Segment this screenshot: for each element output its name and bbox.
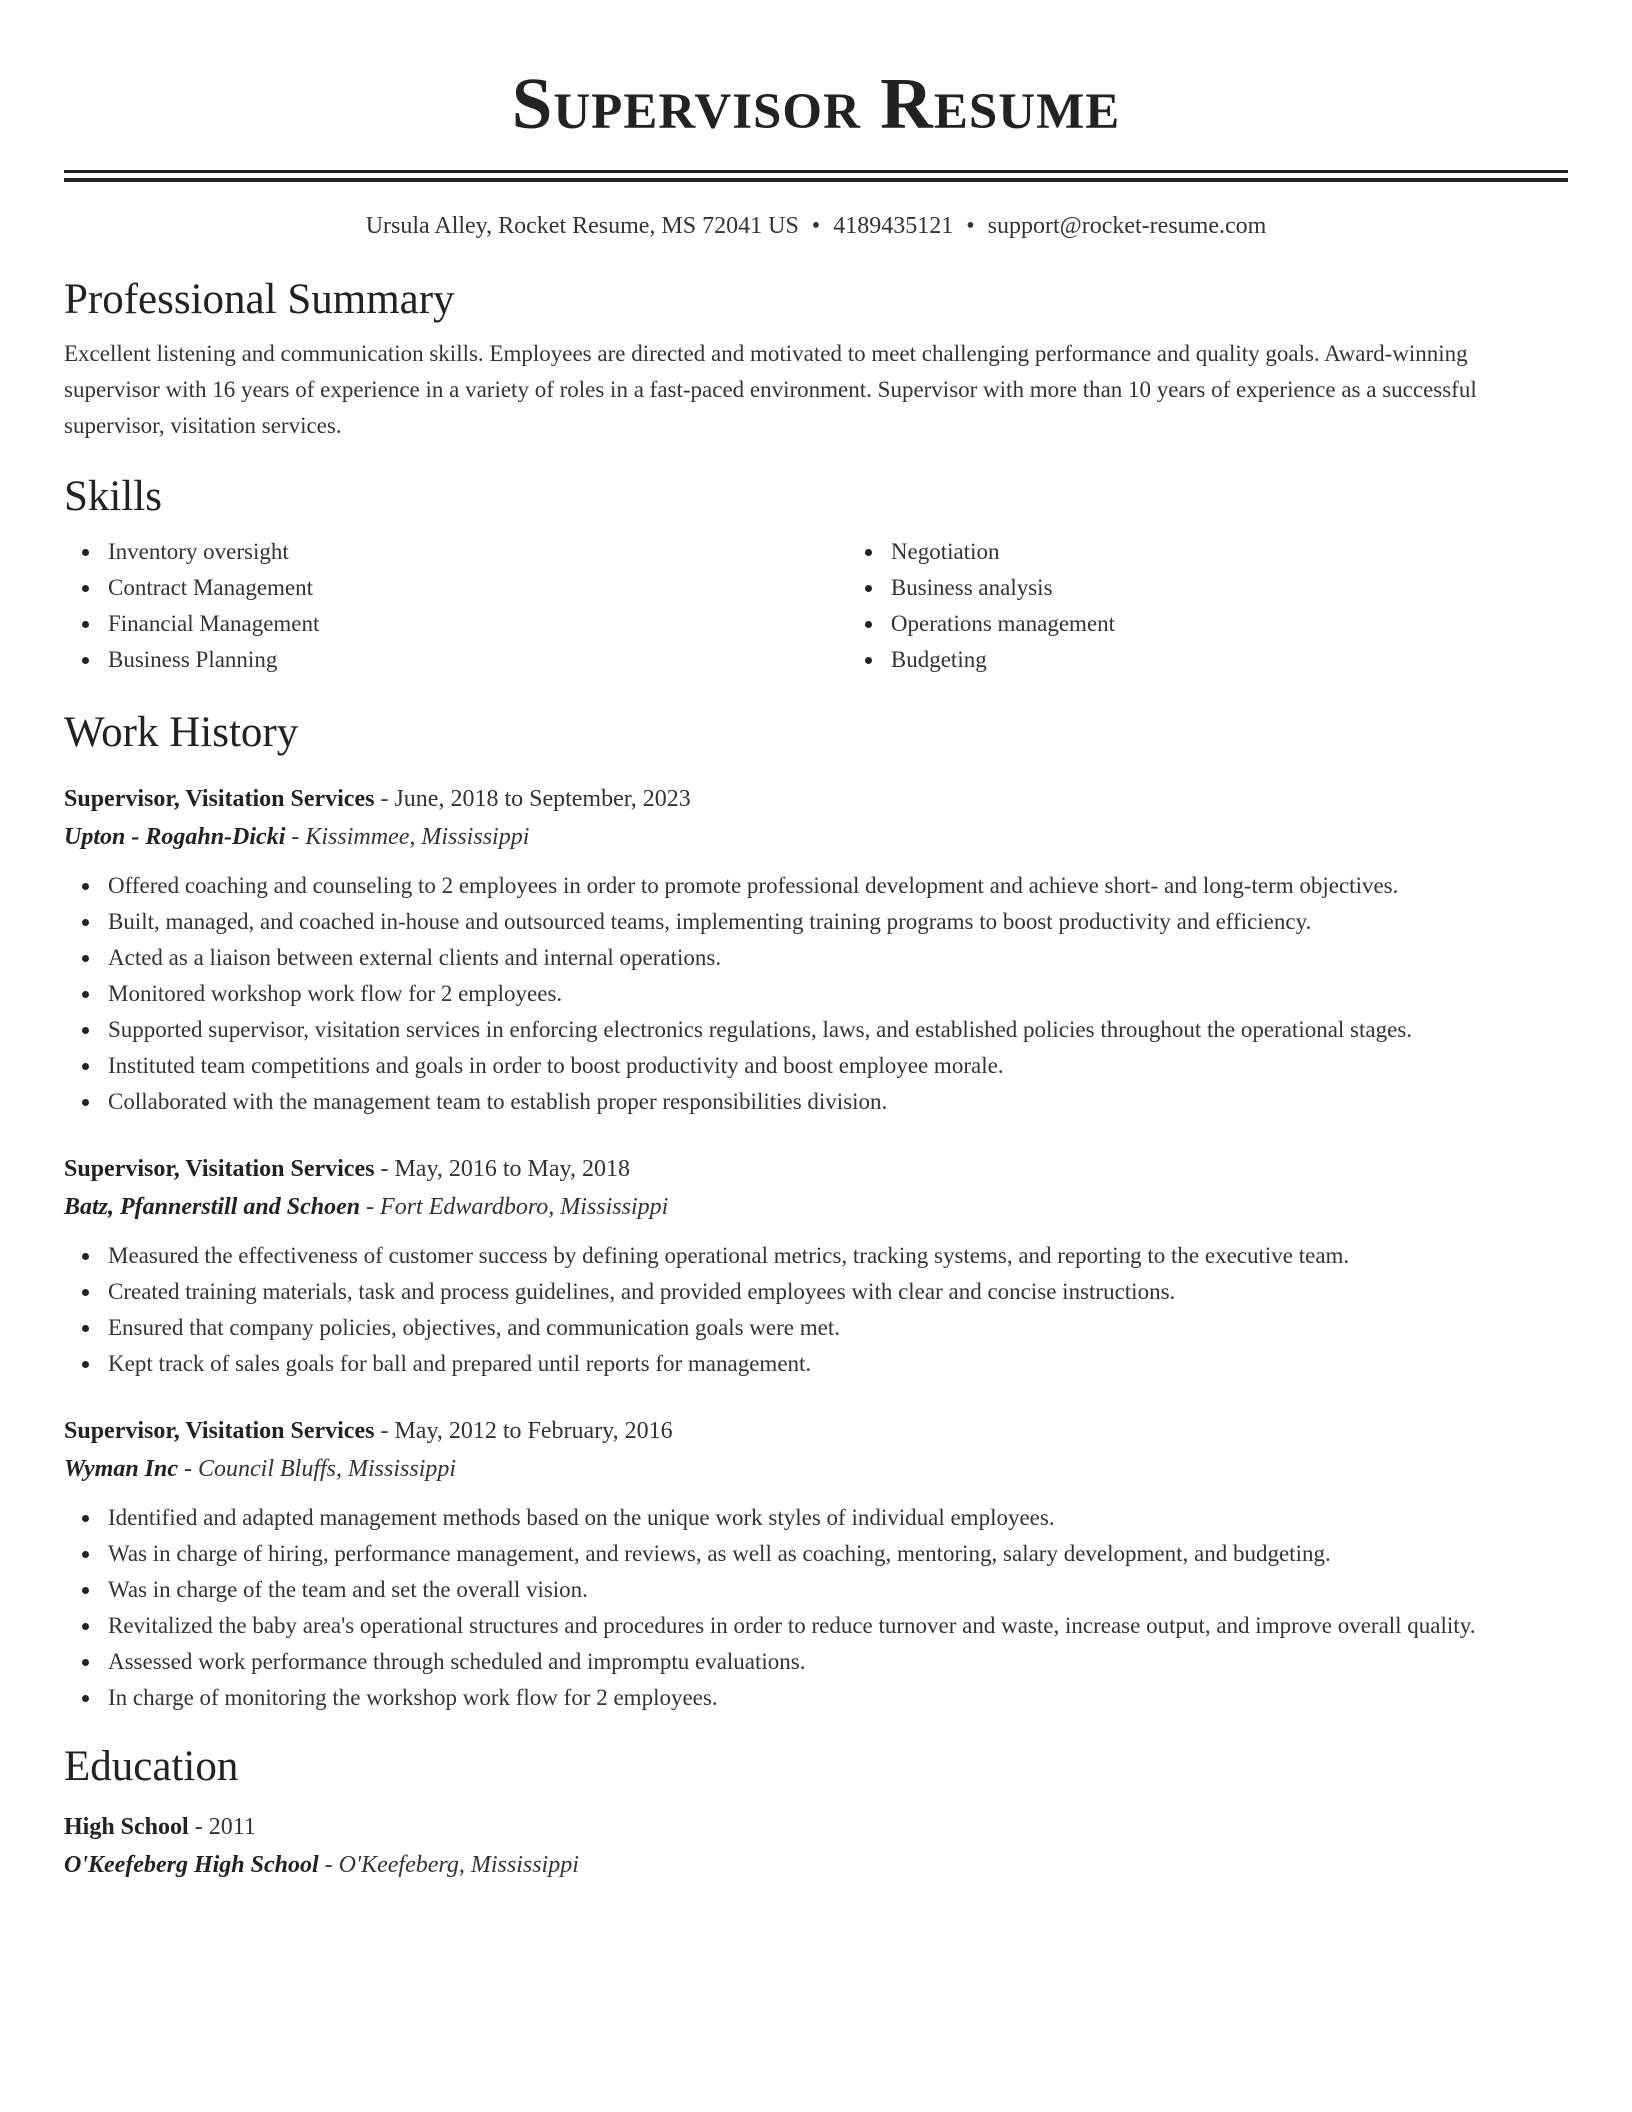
skills-column-right <box>847 534 1568 678</box>
job-bullet: In charge of monitoring the workshop work flow for 2 employees. <box>108 1680 1568 1716</box>
job-title-line <box>64 1150 1568 1188</box>
skill-item: Business Planning <box>108 642 847 678</box>
job-location: - Fort Edwardboro, Mississippi <box>360 1194 669 1220</box>
page-title: Supervisor Resume <box>511 63 1121 144</box>
job-entry <box>64 1412 1568 1716</box>
education-degree: High School <box>64 1814 189 1840</box>
contact-separator: • <box>966 213 975 239</box>
job-bullet: Was in charge of hiring, performance management, and reviews, as well as coaching, mentoring, salary development, and budgeting. <box>108 1536 1568 1572</box>
skill-item: Inventory oversight <box>108 534 847 570</box>
job-bullets <box>64 1500 1568 1716</box>
education-school: O'Keefeberg High School <box>64 1852 319 1878</box>
job-bullet: Ensured that company policies, objectives, and communication goals were met. <box>108 1310 1568 1346</box>
skill-item: Negotiation <box>891 534 1568 570</box>
job-company: Wyman Inc <box>64 1456 179 1482</box>
skill-item: Financial Management <box>108 606 847 642</box>
job-dates: - May, 2016 to May, 2018 <box>374 1156 630 1182</box>
job-bullet: Assessed work performance through scheduled and impromptu evaluations. <box>108 1644 1568 1680</box>
job-company: Batz, Pfannerstill and Schoen <box>64 1194 361 1220</box>
job-company-line <box>64 818 1568 856</box>
job-bullet: Was in charge of the team and set the overall vision. <box>108 1572 1568 1608</box>
job-bullet: Collaborated with the management team to establish proper responsibilities division. <box>108 1084 1568 1120</box>
job-bullet: Supported supervisor, visitation services in enforcing electronics regulations, laws, and established policies throughout the operational stages. <box>108 1012 1568 1048</box>
job-bullet: Instituted team competitions and goals in order to boost productivity and boost employee morale. <box>108 1048 1568 1084</box>
work-history-heading: Work History <box>64 709 299 756</box>
summary-text: Excellent listening and communication skills. Employees are directed and motivated to meet challenging performance and quality goals. Award-winning supervisor with 16 years of experience in a variety of roles in a fast-paced environment. Supervisor with more than 10 years of experience as a successful supervisor, visitation services. <box>64 341 1477 438</box>
job-bullet: Kept track of sales goals for ball and prepared until reports for management. <box>108 1346 1568 1382</box>
job-title: Supervisor, Visitation Services <box>64 1418 375 1444</box>
education-entry <box>64 1808 1568 1884</box>
job-bullet: Acted as a liaison between external clients and internal operations. <box>108 940 1568 976</box>
job-entry <box>64 1150 1568 1382</box>
job-entry <box>64 780 1568 1120</box>
skill-item: Business analysis <box>891 570 1568 606</box>
contact-separator: • <box>811 213 821 239</box>
job-company: Upton - Rogahn-Dicki <box>64 824 286 850</box>
education-degree-line <box>64 1808 1568 1846</box>
job-bullet: Measured the effectiveness of customer success by defining operational metrics, tracking systems, and reporting to the executive team. <box>108 1238 1568 1274</box>
skills-heading: Skills <box>64 473 162 520</box>
job-bullets <box>64 868 1568 1120</box>
title-divider-top <box>64 170 1568 173</box>
job-dates: - May, 2012 to February, 2016 <box>374 1418 673 1444</box>
title-divider-bottom <box>64 178 1568 182</box>
job-location: - Council Bluffs, Mississippi <box>178 1456 457 1482</box>
job-bullet: Offered coaching and counseling to 2 employees in order to promote professional development and achieve short- and long-term objectives. <box>108 868 1568 904</box>
job-bullet: Monitored workshop work flow for 2 employees. <box>108 976 1568 1012</box>
job-bullet: Revitalized the baby area's operational structures and procedures in order to reduce turnover and waste, increase output, and improve overall quality. <box>108 1608 1568 1644</box>
job-dates: - June, 2018 to September, 2023 <box>374 786 691 812</box>
job-title: Supervisor, Visitation Services <box>64 786 375 812</box>
job-title-line <box>64 780 1568 818</box>
job-bullet: Built, managed, and coached in-house and outsourced teams, implementing training programs to boost productivity and efficiency. <box>108 904 1568 940</box>
job-bullets <box>64 1238 1568 1382</box>
skill-item: Budgeting <box>891 642 1568 678</box>
job-bullet: Created training materials, task and process guidelines, and provided employees with clear and concise instructions. <box>108 1274 1568 1310</box>
contact-phone: 4189435121 <box>833 213 954 239</box>
job-bullet: Identified and adapted management methods based on the unique work styles of individual employees. <box>108 1500 1568 1536</box>
resume-page <box>64 0 1568 1884</box>
job-company-line <box>64 1188 1568 1226</box>
education-year: - 2011 <box>188 1814 256 1840</box>
education-school-line <box>64 1846 1568 1884</box>
job-company-line <box>64 1450 1568 1488</box>
job-title: Supervisor, Visitation Services <box>64 1156 375 1182</box>
skills-column-left <box>64 534 847 678</box>
education-heading: Education <box>64 1743 239 1790</box>
skill-item: Operations management <box>891 606 1568 642</box>
skill-item: Contract Management <box>108 570 847 606</box>
skills-list <box>64 534 1568 678</box>
summary-heading: Professional Summary <box>64 276 455 323</box>
job-title-line <box>64 1412 1568 1450</box>
job-location: - Kissimmee, Mississippi <box>285 824 530 850</box>
contact-address: Ursula Alley, Rocket Resume, MS 72041 US <box>365 213 799 239</box>
contact-email: support@rocket-resume.com <box>987 213 1267 239</box>
contact-line <box>64 211 1568 241</box>
education-location: - O'Keefeberg, Mississippi <box>318 1852 579 1878</box>
